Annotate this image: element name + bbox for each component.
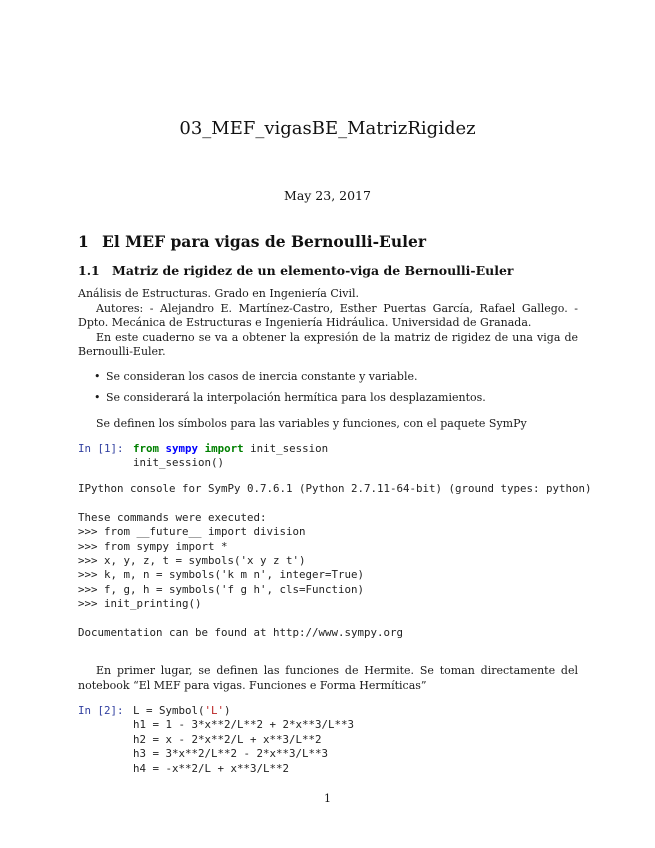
document-title: 03_MEF_vigasBE_MatrizRigidez: [179, 118, 476, 139]
code-text: L = Symbol(: [133, 704, 205, 717]
code-line: init_session(): [133, 456, 225, 470]
list-item: • Se consideran los casos de inercia constante y variable.: [94, 370, 574, 385]
section-title: El MEF para vigas de Bernoulli-Euler: [102, 232, 427, 251]
code-text: init_session: [243, 442, 329, 455]
authors-line: Autores: - Alejandro E. Martínez-Castro, Esther Puertas García, Rafael Gallego. - Dpto. Mecánica de Estructuras e Ingeniería Hidráulica. Universidad de Granada.: [78, 301, 578, 329]
document-date: May 23, 2017: [284, 188, 371, 203]
keyword: from: [133, 442, 160, 455]
bullet-list: [94, 370, 574, 411]
subsection-number: 1.1: [78, 263, 100, 278]
subsection-heading-1-1: [78, 263, 514, 278]
code-line: h2 = x - 2*x**2/L + x**3/L**2: [133, 732, 322, 746]
code-cell-2[interactable]: [78, 704, 598, 776]
code-text: ): [224, 704, 231, 717]
code-line: h1 = 1 - 3*x**2/L**2 + 2*x**3/L**3: [133, 718, 355, 732]
code-line: h4 = -x**2/L + x**3/L**2: [133, 761, 290, 775]
purpose-line: En este cuaderno se va a obtener la expresión de la matriz de rigidez de una viga de Bernoulli-Euler.: [78, 330, 578, 358]
symbols-paragraph: Se definen los símbolos para las variables y funciones, con el paquete SymPy: [96, 417, 527, 430]
hermite-text: En primer lugar, se definen las funciones de Hermite. Se toman directamente del notebook “El MEF para vigas. Funciones e Forma Hermíticas”: [78, 664, 578, 692]
string-literal: 'L': [204, 704, 225, 717]
intro-paragraphs: [78, 287, 578, 360]
code-line: h3 = 3*x**2/L**2 - 2*x**3/L**3: [133, 747, 329, 761]
hermite-paragraph: [78, 664, 578, 693]
page-number: 1: [324, 792, 331, 805]
keyword: import: [204, 442, 244, 455]
module-name: sympy: [165, 442, 199, 455]
cell-1-output: IPython console for SymPy 0.7.6.1 (Python 2.7.11-64-bit) (ground types: python) These commands were executed: >>> from __future__ import division >>> from sympy import * >>> x, y, z, t = symbols('x y z t') >>> k, m, n = symbols('k m n', integer=True) >>> f, g, h = symbols('f g h', cls=Function) >>> init_printing() Documentation can be found at http://www.sympy.org: [78, 482, 592, 640]
code-line: [133, 704, 231, 718]
code-cell-1[interactable]: [78, 442, 598, 472]
input-prompt: In [2]:: [78, 704, 124, 717]
section-number: 1: [78, 232, 89, 251]
section-heading-1: [78, 232, 426, 251]
course-line: Análisis de Estructuras. Grado en Ingeniería Civil.: [78, 287, 359, 300]
subsection-title: Matriz de rigidez de un elemento-viga de Bernoulli-Euler: [112, 263, 514, 278]
list-item: • Se considerará la interpolación hermítica para los desplazamientos.: [94, 391, 574, 406]
code-line: [133, 442, 328, 456]
input-prompt: In [1]:: [78, 442, 124, 455]
